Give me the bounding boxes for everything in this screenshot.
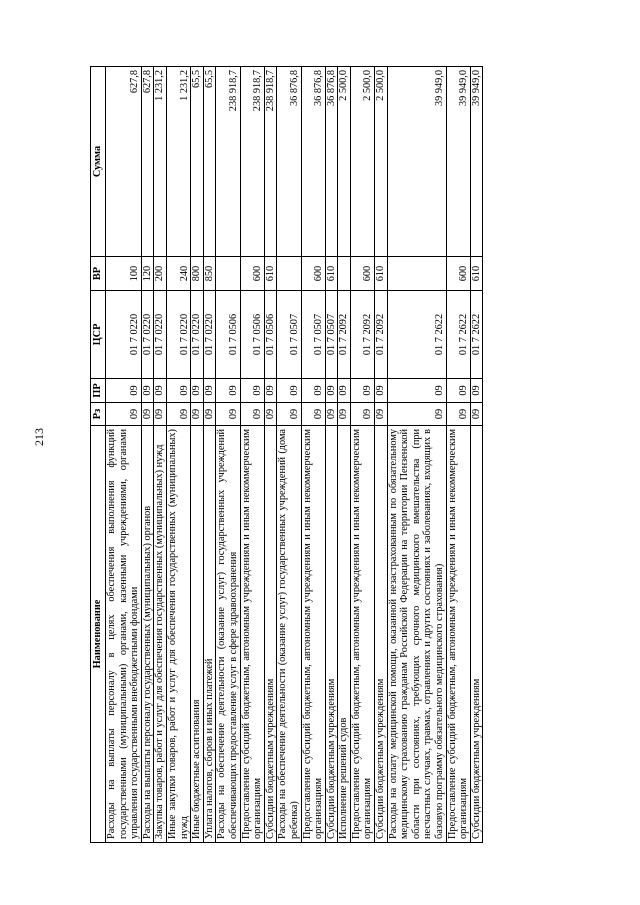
cell-csr: 01 7 0507	[277, 291, 301, 379]
cell-sum: 2 500,0	[338, 67, 351, 257]
cell-vr	[277, 257, 301, 291]
cell-csr: 01 7 2622	[387, 291, 446, 379]
cell-vr: 610	[470, 257, 483, 291]
cell-name: Закупка товаров, работ и услуг для обеспечения государственных (муниципальных) нужд	[154, 426, 167, 843]
cell-rz: 09	[240, 403, 264, 426]
cell-csr: 01 7 0220	[141, 291, 154, 379]
cell-sum: 39 949,0	[387, 67, 446, 257]
table-row	[470, 67, 483, 843]
cell-vr: 100	[106, 257, 142, 291]
cell-name: Субсидии бюджетным учреждениям	[264, 426, 277, 843]
table-row	[240, 67, 264, 843]
cell-vr: 600	[350, 257, 374, 291]
cell-pr: 09	[216, 379, 240, 403]
table-header-row	[91, 67, 106, 843]
cell-rz: 09	[325, 403, 338, 426]
cell-sum: 238 918,7	[264, 67, 277, 257]
cell-sum: 1 231,2	[154, 67, 167, 257]
page-number: 213	[32, 428, 46, 446]
table-row	[338, 67, 351, 843]
cell-pr: 09	[191, 379, 204, 403]
cell-vr: 610	[264, 257, 277, 291]
cell-name: Субсидии бюджетным учреждениям	[325, 426, 338, 843]
cell-name: Предоставление субсидий бюджетным, автономным учреждениям и иным некоммерческим организациям	[446, 426, 470, 843]
header-vr: ВР	[91, 257, 106, 291]
budget-table	[90, 66, 483, 843]
cell-csr: 01 7 2092	[350, 291, 374, 379]
cell-name: Предоставление субсидий бюджетным, автономным учреждениям и иным некоммерческим организациям	[350, 426, 374, 843]
cell-rz: 09	[141, 403, 154, 426]
cell-vr: 600	[240, 257, 264, 291]
cell-sum: 39 949,0	[470, 67, 483, 257]
table-row	[141, 67, 154, 843]
cell-name: Иные закупки товаров, работ и услуг для обеспечения государственных (муниципальных) нужд	[166, 426, 190, 843]
cell-sum: 238 918,7	[216, 67, 240, 257]
cell-vr: 610	[375, 257, 388, 291]
cell-name: Иные бюджетные ассигнования	[191, 426, 204, 843]
cell-sum: 627,8	[141, 67, 154, 257]
cell-csr: 01 7 2092	[338, 291, 351, 379]
cell-name: Исполнение решений судов	[338, 426, 351, 843]
table-row	[301, 67, 325, 843]
cell-sum: 238 918,7	[240, 67, 264, 257]
cell-csr: 01 7 0220	[166, 291, 190, 379]
header-sum: Сумма	[91, 67, 106, 257]
table-body	[106, 67, 483, 843]
cell-rz: 09	[166, 403, 190, 426]
cell-name: Предоставление субсидий бюджетным, автономным учреждениям и иным некоммерческим организациям	[301, 426, 325, 843]
cell-rz: 09	[154, 403, 167, 426]
cell-rz: 09	[106, 403, 142, 426]
cell-pr: 09	[350, 379, 374, 403]
cell-csr: 01 7 2622	[446, 291, 470, 379]
cell-vr: 850	[203, 257, 216, 291]
cell-rz: 09	[470, 403, 483, 426]
cell-name: Предоставление субсидий бюджетным, автономным учреждениям и иным некоммерческим организациям	[240, 426, 264, 843]
cell-csr: 01 7 0506	[264, 291, 277, 379]
table-row	[375, 67, 388, 843]
cell-sum: 65,5	[191, 67, 204, 257]
cell-rz: 09	[446, 403, 470, 426]
cell-csr: 01 7 0220	[203, 291, 216, 379]
cell-vr: 600	[301, 257, 325, 291]
cell-csr: 01 7 0507	[325, 291, 338, 379]
cell-csr: 01 7 0220	[154, 291, 167, 379]
cell-name: Субсидии бюджетным учреждениям	[470, 426, 483, 843]
cell-csr: 01 7 2622	[470, 291, 483, 379]
cell-pr: 09	[301, 379, 325, 403]
cell-rz: 09	[264, 403, 277, 426]
table-row	[325, 67, 338, 843]
cell-sum: 36 876,8	[277, 67, 301, 257]
table-row	[106, 67, 142, 843]
cell-pr: 09	[141, 379, 154, 403]
cell-name: Субсидии бюджетным учреждениям	[375, 426, 388, 843]
table-row	[191, 67, 204, 843]
cell-pr: 09	[338, 379, 351, 403]
cell-vr: 600	[446, 257, 470, 291]
header-pr: ПР	[91, 379, 106, 403]
cell-sum: 36 876,8	[325, 67, 338, 257]
cell-sum: 65,5	[203, 67, 216, 257]
cell-csr: 01 7 0506	[240, 291, 264, 379]
table-row	[166, 67, 190, 843]
table-row	[203, 67, 216, 843]
cell-pr: 09	[446, 379, 470, 403]
cell-pr: 09	[106, 379, 142, 403]
cell-csr: 01 7 0506	[216, 291, 240, 379]
cell-pr: 09	[166, 379, 190, 403]
cell-name: Расходы на обеспечение деятельности (оказание услуг) государственных учреждений (дома ребенка)	[277, 426, 301, 843]
cell-rz: 09	[277, 403, 301, 426]
cell-name: Уплата налогов, сборов и иных платежей	[203, 426, 216, 843]
cell-csr: 01 7 0220	[106, 291, 142, 379]
table-row	[216, 67, 240, 843]
cell-csr: 01 7 0507	[301, 291, 325, 379]
cell-vr: 800	[191, 257, 204, 291]
cell-csr: 01 7 2092	[375, 291, 388, 379]
cell-sum: 36 876,8	[301, 67, 325, 257]
cell-vr: 120	[141, 257, 154, 291]
table-row	[264, 67, 277, 843]
cell-name: Расходы на обеспечение деятельности (оказание услуг) государственных учреждений обеспечивающих предоставление услуг в сфере здравоохранения	[216, 426, 240, 843]
cell-pr: 09	[325, 379, 338, 403]
cell-sum: 1 231,2	[166, 67, 190, 257]
cell-pr: 09	[240, 379, 264, 403]
cell-rz: 09	[191, 403, 204, 426]
cell-vr	[387, 257, 446, 291]
cell-pr: 09	[387, 379, 446, 403]
cell-rz: 09	[203, 403, 216, 426]
table-row	[277, 67, 301, 843]
table-row	[154, 67, 167, 843]
cell-rz: 09	[216, 403, 240, 426]
cell-csr: 01 7 0220	[191, 291, 204, 379]
cell-pr: 09	[154, 379, 167, 403]
table-row	[446, 67, 470, 843]
cell-sum: 2 500,0	[375, 67, 388, 257]
cell-rz: 09	[301, 403, 325, 426]
cell-sum: 627,8	[106, 67, 142, 257]
header-rz: Рз	[91, 403, 106, 426]
cell-sum: 39 949,0	[446, 67, 470, 257]
cell-pr: 09	[203, 379, 216, 403]
header-csr: ЦСР	[91, 291, 106, 379]
cell-rz: 09	[350, 403, 374, 426]
cell-name: Расходы на выплаты персоналу в целях обеспечения выполнения функций государственными (муниципальными) органами, казенными учреждениями, органами управления государственными внебюджетными фондами	[106, 426, 142, 843]
cell-name: Расходы на оплату медицинской помощи, оказанной незастрахованным по обязательному медицинскому страхованию гражданам Российской Федерации на территории Пензенской области при состояниях, требующих срочного медицинского вмешательства (при несчастных случаях, травмах, отравлениях и других состояниях и заболеваниях, входящих в базовую программу обязательного медицинского страхования)	[387, 426, 446, 843]
cell-pr: 09	[375, 379, 388, 403]
cell-rz: 09	[375, 403, 388, 426]
cell-pr: 09	[277, 379, 301, 403]
cell-pr: 09	[470, 379, 483, 403]
cell-rz: 09	[338, 403, 351, 426]
cell-rz: 09	[387, 403, 446, 426]
header-name: Наименование	[91, 426, 106, 843]
cell-vr: 240	[166, 257, 190, 291]
cell-vr: 200	[154, 257, 167, 291]
table-row	[350, 67, 374, 843]
table-row	[387, 67, 446, 843]
rotated-table-container	[90, 67, 572, 843]
cell-pr: 09	[264, 379, 277, 403]
cell-vr: 610	[325, 257, 338, 291]
cell-vr	[338, 257, 351, 291]
cell-sum: 2 500,0	[350, 67, 374, 257]
cell-vr	[216, 257, 240, 291]
cell-name: Расходы на выплаты персоналу государственных (муниципальных) органов	[141, 426, 154, 843]
